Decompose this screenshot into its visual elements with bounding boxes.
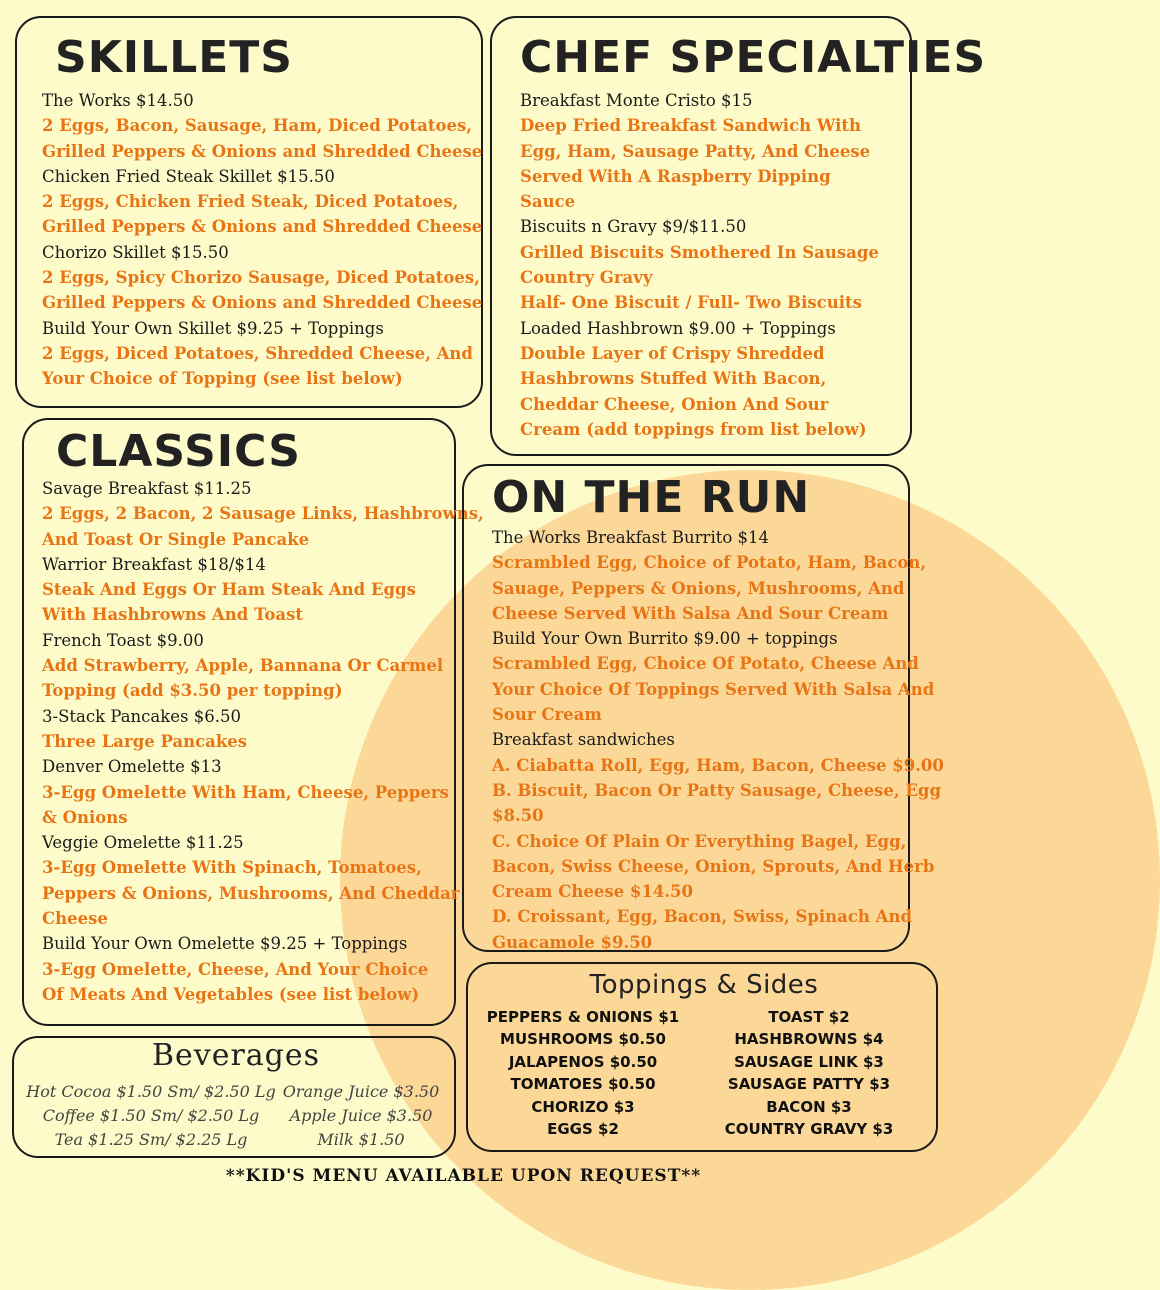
classics-section xyxy=(22,418,484,1026)
beverages-section xyxy=(12,1036,456,1158)
menu-item-name: Savage Breakfast $11.25 xyxy=(42,479,252,498)
menu-item-name: Warrior Breakfast $18/$14 xyxy=(42,554,266,574)
menu-item-description: 3-Egg Omelette, Cheese, And Your Choice xyxy=(42,959,429,979)
beverages-left-column xyxy=(26,1080,276,1152)
menu-item-name: The Works $14.50 xyxy=(42,91,194,110)
menu-item-name: Breakfast sandwiches xyxy=(492,730,675,750)
list-item: TOMATOES $0.50 xyxy=(510,1075,656,1094)
menu-item-description: Guacamole $9.50 xyxy=(492,932,653,952)
menu-item-description: Add Strawberry, Apple, Bannana Or Carmel xyxy=(42,656,444,676)
menu-item-name: Denver Omelette $13 xyxy=(42,757,222,777)
chef-specialties-heading: CHEF SPECIALTIES xyxy=(520,32,987,83)
menu-item-description: 2 Eggs, 2 Bacon, 2 Sausage Links, Hashbrowns, xyxy=(42,504,484,524)
menu-item-description: Grilled Peppers & Onions and Shredded Cheese xyxy=(42,217,483,237)
menu-item-description: A. Ciabatta Roll, Egg, Ham, Bacon, Cheese $9.00 xyxy=(492,755,944,775)
skillets-heading: SKILLETS xyxy=(55,32,293,83)
menu-item-description: C. Choice Of Plain Or Everything Bagel, Egg, xyxy=(492,831,907,851)
skillets-section xyxy=(15,16,483,408)
menu-item-description: Scrambled Egg, Choice Of Potato, Cheese And xyxy=(492,654,919,674)
menu-item-description: D. Croissant, Egg, Bacon, Swiss, Spinach And xyxy=(492,907,912,927)
menu-item-description: Served With A Raspberry Dipping xyxy=(520,166,831,186)
menu-item-description: Steak And Eggs Or Ham Steak And Eggs xyxy=(42,580,416,600)
toppings-sides-section xyxy=(466,962,938,1152)
toppings-right-column xyxy=(694,1006,924,1140)
toppings-sides-heading: Toppings & Sides xyxy=(589,970,819,1000)
menu-item-name: The Works Breakfast Burrito $14 xyxy=(492,528,770,547)
menu-item-name: Build Your Own Skillet $9.25 + Toppings xyxy=(42,318,384,338)
menu-item-description: Sauce xyxy=(520,192,576,212)
menu-item-description: 2 Eggs, Bacon, Sausage, Ham, Diced Potatoes, xyxy=(42,116,473,136)
menu-item-name: Loaded Hashbrown $9.00 + Toppings xyxy=(520,318,836,338)
menu-item-description: Sour Cream xyxy=(492,705,602,725)
classics-list xyxy=(42,476,484,1007)
menu-item-name: Build Your Own Omelette $9.25 + Toppings xyxy=(42,934,408,954)
menu-item-description: B. Biscuit, Bacon Or Patty Sausage, Cheese, Egg xyxy=(492,780,941,800)
chef-specialties-section xyxy=(490,16,987,456)
menu-item-description: Bacon, Swiss Cheese, Onion, Sprouts, And Herb xyxy=(492,856,935,876)
menu-item-description: & Onions xyxy=(42,807,128,827)
menu-item-description: Grilled Peppers & Onions and Shredded Cheese xyxy=(42,141,483,161)
menu-item-description: Peppers & Onions, Mushrooms, And Cheddar xyxy=(42,883,460,903)
menu-item-description: 3-Egg Omelette With Ham, Cheese, Peppers xyxy=(42,782,449,802)
beverages-right-column xyxy=(276,1080,446,1152)
menu-item-name: French Toast $9.00 xyxy=(42,630,204,650)
menu-item-name: Build Your Own Burrito $9.00 + toppings xyxy=(492,629,838,649)
menu-item-description: Topping (add $3.50 per topping) xyxy=(42,681,343,701)
menu-item-description: With Hashbrowns And Toast xyxy=(42,605,303,625)
menu-item-description: Double Layer of Crispy Shredded xyxy=(520,343,825,363)
on-the-run-section xyxy=(462,464,944,952)
menu-item-description: And Toast Or Single Pancake xyxy=(42,529,310,549)
list-item: PEPPERS & ONIONS $1 xyxy=(486,1008,680,1026)
list-item: MUSHROOMS $0.50 xyxy=(500,1030,666,1049)
menu-item-description: 2 Eggs, Spicy Chorizo Sausage, Diced Potatoes, xyxy=(42,268,480,288)
menu-item-description: Egg, Ham, Sausage Patty, And Cheese xyxy=(520,141,871,161)
menu-item-description: Cream (add toppings from list below) xyxy=(520,419,867,439)
list-item: Tea $1.25 Sm/ $2.25 Lg xyxy=(54,1130,248,1149)
menu-item-name: Chorizo Skillet $15.50 xyxy=(42,242,229,262)
menu-item-description: Grilled Peppers & Onions and Shredded Cheese xyxy=(42,293,483,313)
menu-item-description: Hashbrowns Stuffed With Bacon, xyxy=(520,369,827,389)
list-item: Apple Juice $3.50 xyxy=(289,1106,433,1125)
on-the-run-list xyxy=(492,525,944,955)
menu-item-description: Cheese xyxy=(42,909,108,929)
beverages-heading: Beverages xyxy=(151,1038,321,1073)
menu-item-name: Chicken Fried Steak Skillet $15.50 xyxy=(42,166,335,186)
menu-item-description: Half- One Biscuit / Full- Two Biscuits xyxy=(520,293,862,313)
menu-item-description: Cheddar Cheese, Onion And Sour xyxy=(520,394,829,414)
menu-item-description: 2 Eggs, Chicken Fried Steak, Diced Potatoes, xyxy=(42,192,459,212)
menu-item-name: Breakfast Monte Cristo $15 xyxy=(520,91,753,110)
menu-item-description: Sauage, Peppers & Onions, Mushrooms, And xyxy=(492,578,905,598)
list-item: HASHBROWNS $4 xyxy=(734,1030,884,1049)
list-item: TOAST $2 xyxy=(768,1008,850,1026)
menu-item-description: Deep Fried Breakfast Sandwich With xyxy=(520,116,861,136)
list-item: SAUSAGE PATTY $3 xyxy=(727,1075,891,1094)
list-item: SAUSAGE LINK $3 xyxy=(734,1052,884,1071)
menu-item-description: Country Gravy xyxy=(520,268,653,288)
list-item: JALAPENOS $0.50 xyxy=(508,1052,658,1071)
list-item: CHORIZO $3 xyxy=(531,1097,635,1116)
list-item: EGGS $2 xyxy=(547,1120,619,1139)
menu-item-description: Scrambled Egg, Choice of Potato, Ham, Bacon, xyxy=(492,553,927,573)
list-item: Coffee $1.50 Sm/ $2.50 Lg xyxy=(42,1106,260,1125)
list-item: Milk $1.50 xyxy=(317,1130,405,1149)
menu-item-description: Three Large Pancakes xyxy=(42,731,248,751)
classics-heading: CLASSICS xyxy=(56,426,301,477)
list-item: BACON $3 xyxy=(766,1097,852,1116)
list-item: Hot Cocoa $1.50 Sm/ $2.50 Lg xyxy=(26,1082,276,1101)
skillets-list xyxy=(42,88,482,392)
list-item: Orange Juice $3.50 xyxy=(282,1082,440,1101)
menu-item-description: Cheese Served With Salsa And Sour Cream xyxy=(492,603,889,623)
menu-item-description: Your Choice Of Toppings Served With Salsa And xyxy=(492,679,935,699)
menu-item-description: Of Meats And Vegetables (see list below) xyxy=(42,984,420,1004)
chef-specialties-list xyxy=(520,88,879,442)
menu-item-description: 2 Eggs, Diced Potatoes, Shredded Cheese, And xyxy=(42,343,473,363)
kids-menu-note: **KID'S MENU AVAILABLE UPON REQUEST** xyxy=(225,1166,702,1186)
menu-item-description: Grilled Biscuits Smothered In Sausage xyxy=(520,242,879,262)
on-the-run-heading: ON THE RUN xyxy=(492,472,811,523)
list-item: COUNTRY GRAVY $3 xyxy=(724,1120,894,1139)
menu-item-description: $8.50 xyxy=(492,806,544,826)
menu-item-name: 3-Stack Pancakes $6.50 xyxy=(42,706,241,726)
menu-item-name: Biscuits n Gravy $9/$11.50 xyxy=(520,217,747,237)
menu-item-description: 3-Egg Omelette With Spinach, Tomatoes, xyxy=(42,858,422,878)
menu-item-description: Cream Cheese $14.50 xyxy=(492,882,694,902)
toppings-left-column xyxy=(468,1006,698,1140)
menu-item-name: Veggie Omelette $11.25 xyxy=(42,833,244,853)
menu-item-description: Your Choice of Topping (see list below) xyxy=(42,369,403,389)
